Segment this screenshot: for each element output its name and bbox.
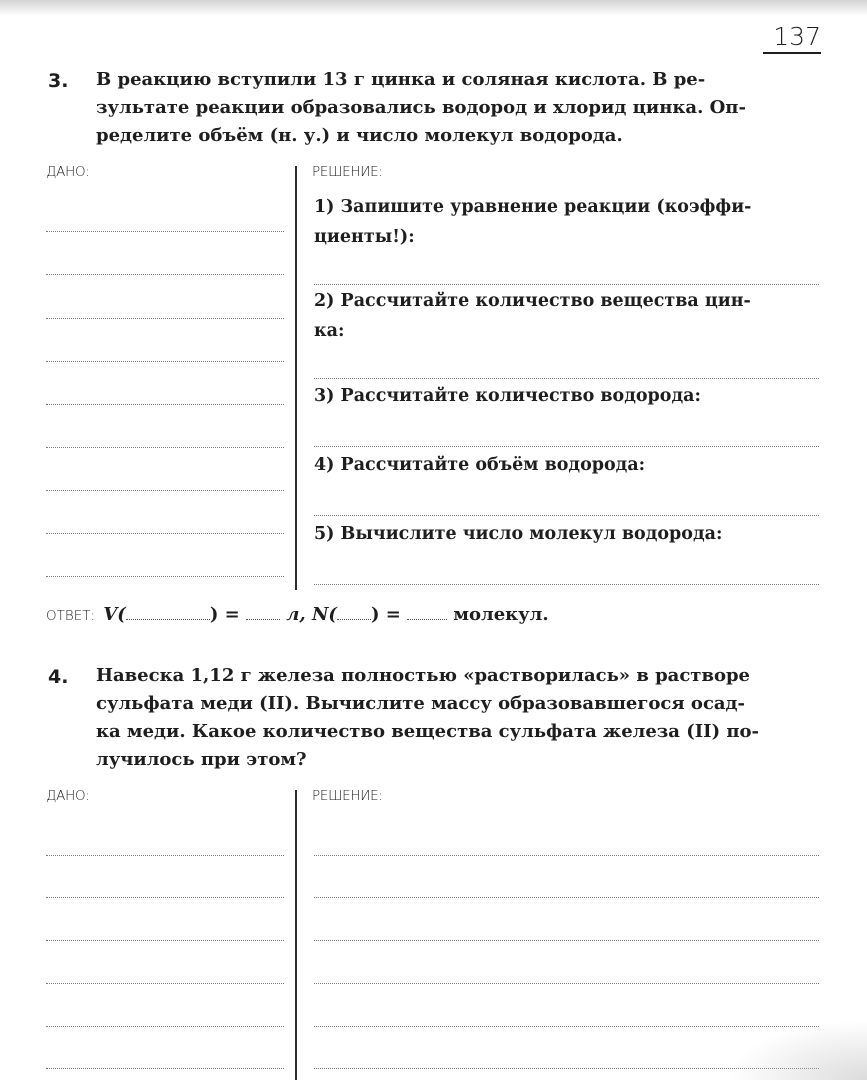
task-3-text: В реакцию вступили 13 г цинка и соляная кислота. В ре- зультате реакции образовались водород и хлорид цинка. Оп- ределите объём (н. у.) и число молекул водорода. <box>96 69 746 146</box>
volume-substance-blank <box>126 609 210 620</box>
task-3-step-1: 1) Запишите уравнение реакции (коэффи- циенты!): <box>314 197 752 247</box>
given-line <box>46 533 284 534</box>
step-5-answer-line <box>314 584 819 585</box>
page-number: 137 <box>763 22 821 54</box>
equals-sign: = <box>218 604 246 625</box>
task-3-step-2: 2) Рассчитайте количество вещества цин- ка: <box>314 291 751 341</box>
task-4-solution-label: РЕШЕНИЕ: <box>312 788 383 804</box>
task-3-solution-label: РЕШЕНИЕ: <box>312 164 383 180</box>
given-line <box>46 1026 284 1027</box>
given-line <box>46 361 284 362</box>
task-3-step-3: 3) Рассчитайте количество водорода: <box>314 386 701 406</box>
count-symbol: N( <box>311 604 337 625</box>
task-3-number: 3. <box>48 70 69 92</box>
given-line <box>46 576 284 577</box>
answer-label: ОТВЕТ: <box>46 608 96 624</box>
volume-value-blank <box>246 609 280 620</box>
given-line <box>46 490 284 491</box>
volume-symbol: V( <box>103 604 126 625</box>
close-paren: ) <box>370 604 380 625</box>
task-3-given-label: ДАНО: <box>46 164 90 180</box>
page-top-shadow <box>0 0 867 16</box>
given-line <box>46 404 284 405</box>
count-value-blank <box>407 609 447 620</box>
given-line <box>46 318 284 319</box>
close-paren: ) <box>209 604 219 625</box>
given-line <box>46 274 284 275</box>
solution-line <box>314 897 819 898</box>
task-4-given-label: ДАНО: <box>46 788 90 804</box>
count-substance-blank <box>337 609 371 620</box>
task-4-number: 4. <box>48 666 69 688</box>
equals-sign: = <box>379 604 408 625</box>
given-line <box>46 897 284 898</box>
step-2-answer-line <box>314 378 819 379</box>
given-line <box>46 231 284 232</box>
step-4-answer-line <box>314 515 819 516</box>
solution-line <box>314 940 819 941</box>
given-line <box>46 447 284 448</box>
step-1-answer-line <box>314 284 819 285</box>
task-3-answer-line <box>46 604 549 625</box>
task-3-step-4: 4) Рассчитайте объём водорода: <box>314 455 646 475</box>
given-line <box>46 940 284 941</box>
page-corner-shadow <box>727 1020 867 1080</box>
task-3-step-5: 5) Вычислите число молекул водорода: <box>314 524 723 544</box>
task-3-column-divider <box>295 166 297 590</box>
step-3-answer-line <box>314 446 819 447</box>
solution-line <box>314 983 819 984</box>
given-line <box>46 855 284 856</box>
molecules-unit: молекул. <box>447 604 549 625</box>
solution-line <box>314 855 819 856</box>
task-4-column-divider <box>295 790 297 1080</box>
task-4-text: Навеска 1,12 г железа полностью «растворилась» в растворе сульфата меди (II). Вычислите массу образовавшегося осад- ка меди. Какое количество вещества сульфата железа (II) по- лучилось при этом? <box>96 665 760 770</box>
litre-unit: л, <box>279 604 312 625</box>
given-line <box>46 983 284 984</box>
given-line <box>46 1068 284 1069</box>
